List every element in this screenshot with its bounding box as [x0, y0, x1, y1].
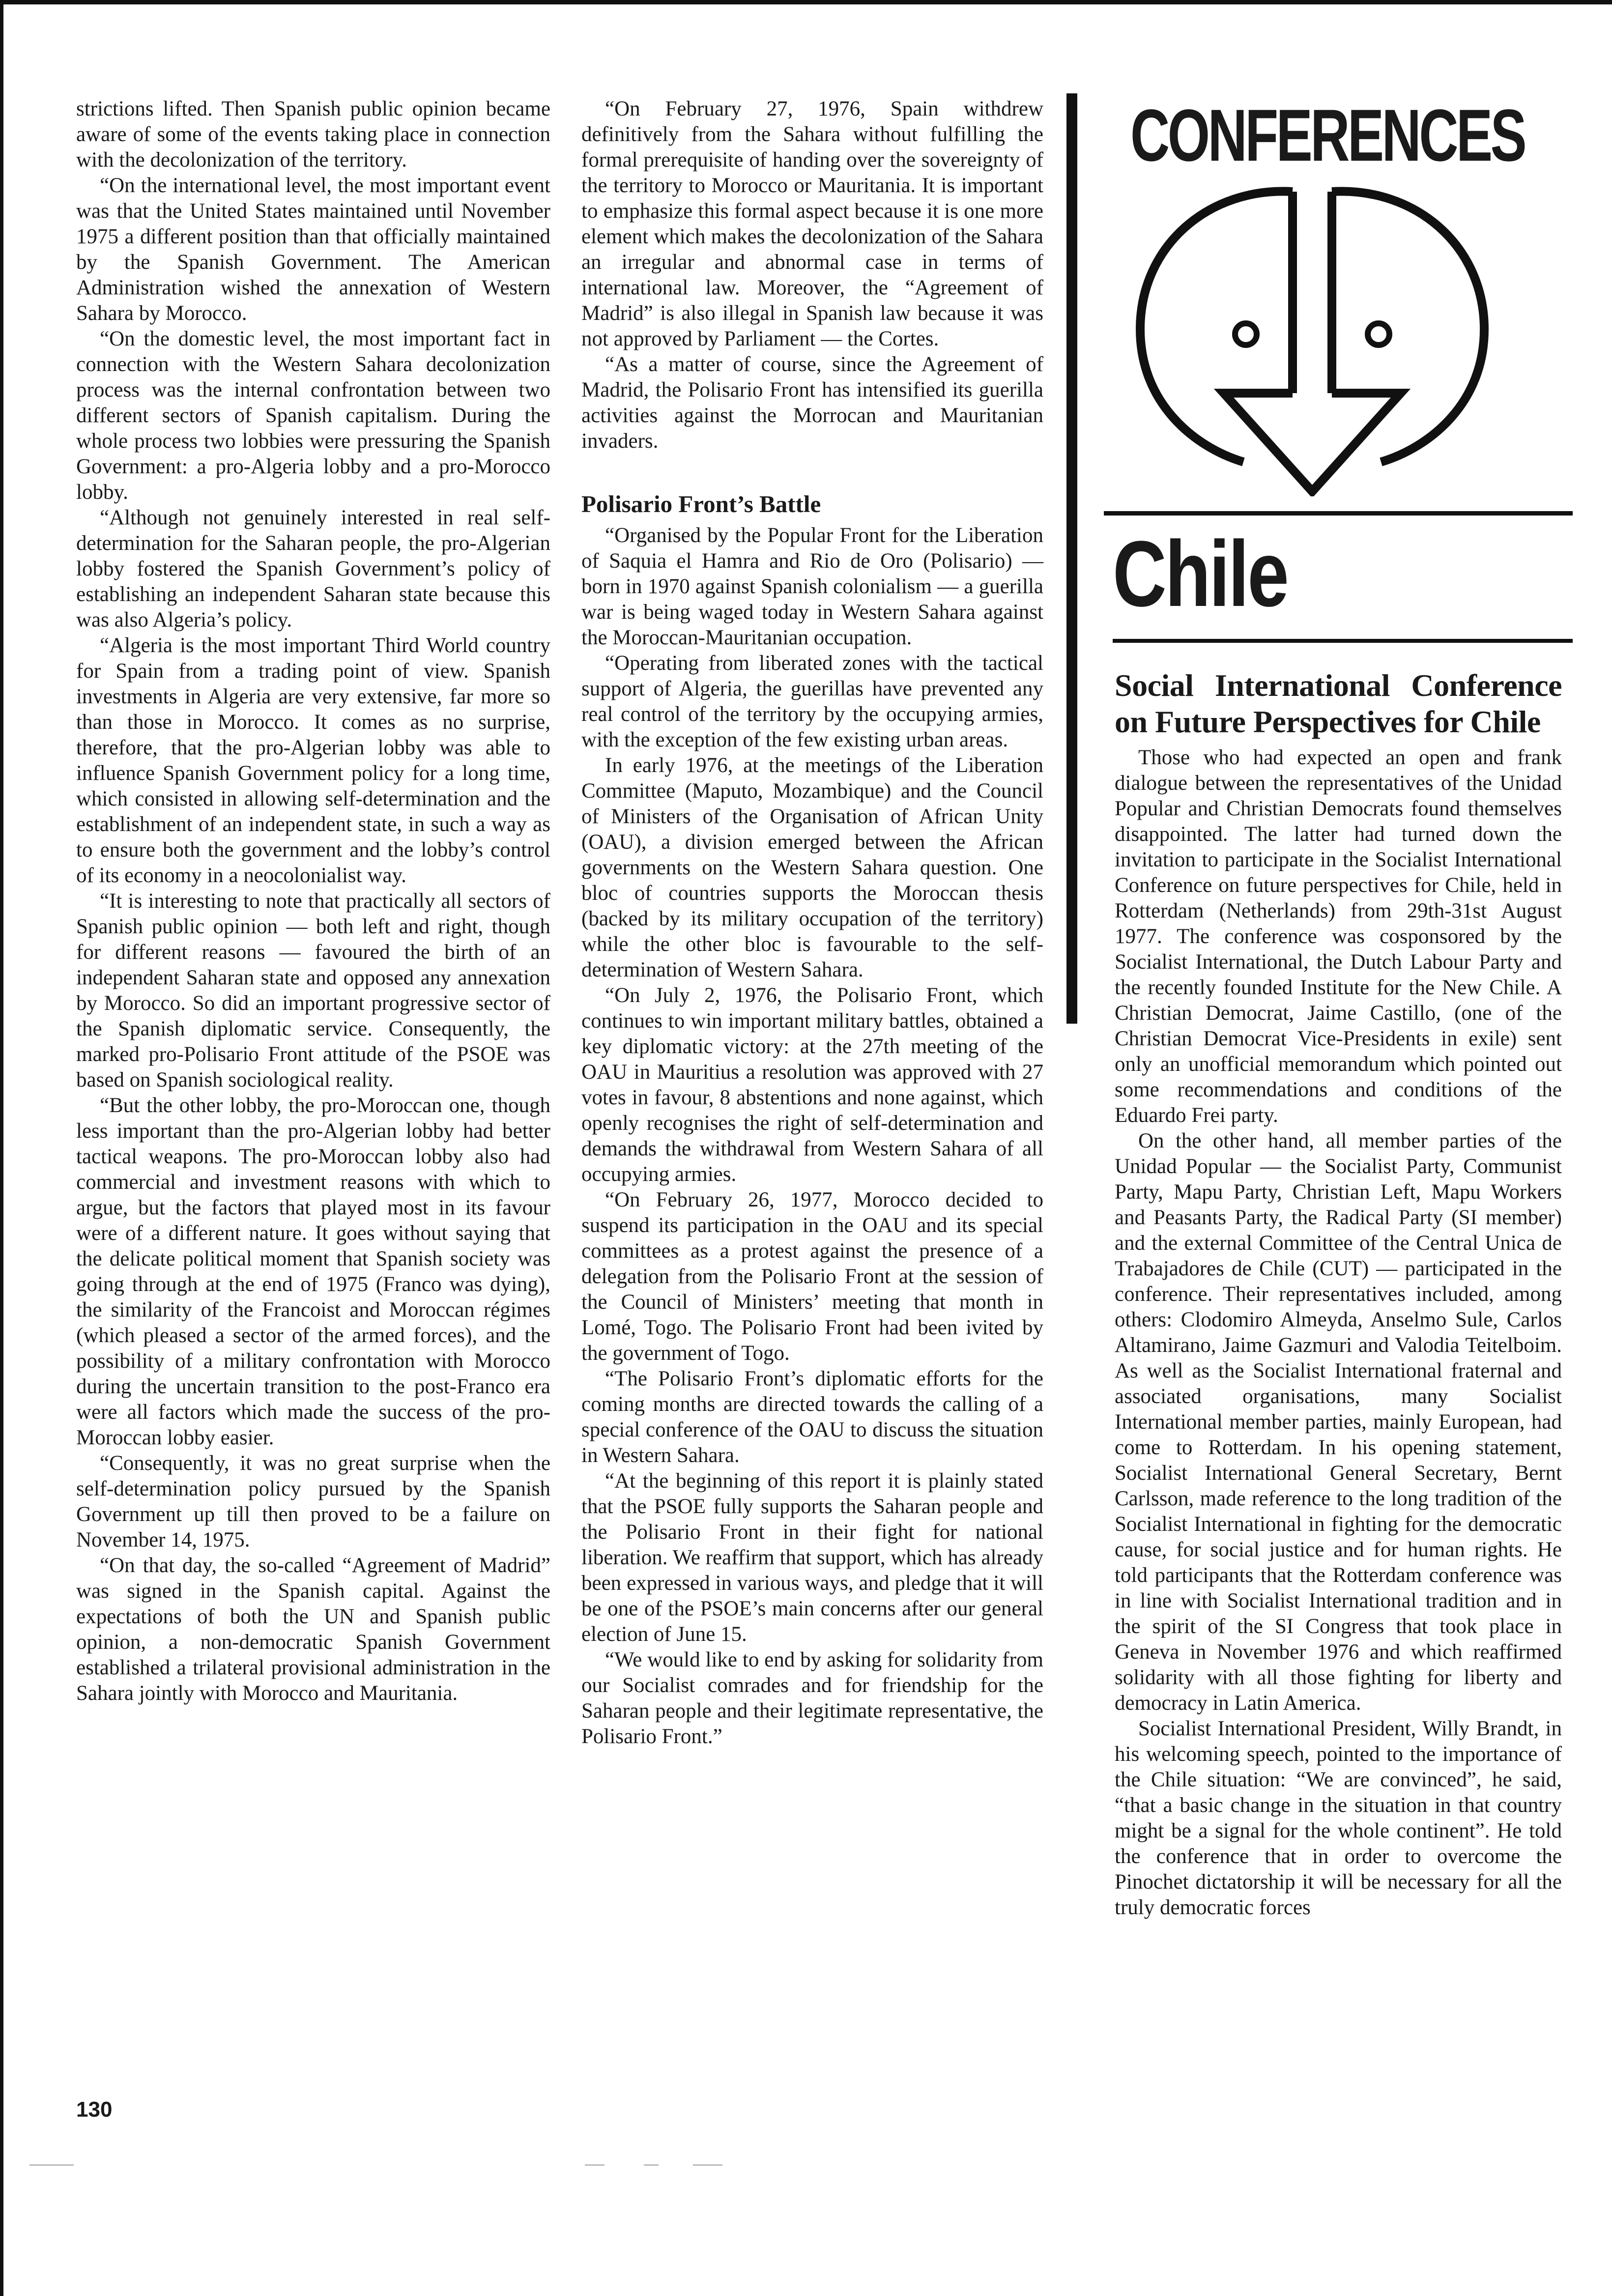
- paragraph: “On the international level, the most important event was that the United States maintained until November 1975 a different position than that officially maintained by the Spanish Government. The American Administration wished the annexation of Western Sahara by Morocco.: [76, 174, 550, 325]
- paragraph: “It is interesting to note that practically all sectors of Spanish public opinion — both left and right, though for different reasons — favoured the birth of an independent Saharan state and opposed any annexation by Morocco. So did an important progressive sector of the Spanish diplomatic service. Consequently, the marked pro-Polisario Front attitude of the PSOE was based on Spanish sociological reality.: [76, 890, 550, 1091]
- paragraph: strictions lifted. Then Spanish public opinion became aware of some of the events taking place in connection with the decolonization of the territory.: [76, 97, 550, 172]
- paragraph: In early 1976, at the meetings of the Liberation Committee (Maputo, Mozambique) and the Council of Ministers of the Organisation of African Unity (OAU), a division emerged between the African governments on the Western Sahara question. One bloc of countries supports the Moroccan thesis (backed by its military occupation of the territory) while the other bloc is favourable to the self-determination of Western Sahara.: [581, 754, 1043, 981]
- left-border-rule: [0, 0, 3, 2296]
- article-headline: Social International Conference on Future Perspectives for Chile: [1115, 668, 1562, 739]
- paragraph: “At the beginning of this report it is plainly stated that the PSOE fully supports the Saharan people and the Polisario Front in their fight for national liberation. We reaffirm that support, which has already been expressed in various ways, and pledge that it will be one of the PSOE’s main concerns after our general election of June 15.: [581, 1469, 1043, 1646]
- paragraph: “The Polisario Front’s diplomatic efforts for the coming months are directed towards the calling of a special conference of the OAU to discuss the situation in Western Sahara.: [581, 1367, 1043, 1467]
- paragraph: On the other hand, all member parties of the Unidad Popular — the Socialist Party, Communist Party, Mapu Party, Christian Left, Mapu Workers and Peasants Party, the Radical Party (SI member) and the external Committee of the Central Unica de Trabajadores de Chile (CUT) — participated in the conference. Their representatives included, among others: Clodomiro Almeyda, Anselmo Sule, Carlos Altamirano, Jaime Gazmuri and Valodia Teitelboim. As well as the Socialist International fraternal and associated organisations, many Socialist International member parties, mainly European, had come to Rotterdam. In his opening statement, Socialist International General Secretary, Bernt Carlsson, made reference to the long tradition of the Socialist International in fighting for the democratic cause, for social justice and for human rights. He told participants that the Rotterdam conference was in line with Socialist International tradition and in the spirit of the SI Congress that took place in Geneva in November 1976 and which reaffirmed solidarity with all those fighting for liberty and democracy in Latin America.: [1115, 1129, 1562, 1715]
- paragraph: “On July 2, 1976, the Polisario Front, which continues to win important military battles, obtained a key diplomatic victory: at the 27th meeting of the OAU in Mauritius a resolution was approved with 27 votes in favour, 8 abstentions and none against, which openly recognises the right of self-determination and demands the withdrawal from Western Sahara of all occupying armies.: [581, 984, 1043, 1186]
- sidebar-vertical-bar: [1066, 93, 1077, 1024]
- section-divider: [1104, 511, 1573, 516]
- paragraph: “Although not genuinely interested in real self-determination for the Saharan people, the pro-Algerian lobby fostered the Spanish Government’s policy of establishing an independent Saharan state because this was also Algeria’s policy.: [76, 506, 550, 631]
- paragraph: “Algeria is the most important Third World country for Spain from a trading point of view. Spanish investments in Algeria are very extensive, far more so than those in Morocco. It comes as no surprise, therefore, that the pro-Algerian lobby was able to influence Spanish Government policy for a long time, which consisted in allowing self-determination and the establishment of an independent state, in such a way as to ensure both the government and the lobby’s control of its economy in a neocolonialist way.: [76, 634, 550, 887]
- paragraph: “As a matter of course, since the Agreement of Madrid, the Polisario Front has intensified its guerilla activities against the Morrocan and Mauritanian invaders.: [581, 353, 1043, 453]
- paragraph: “Consequently, it was no great surprise when the self-determination policy pursued by the Spanish Government up till then proved to be a failure on November 14, 1975.: [76, 1452, 550, 1551]
- conference-logo-icon: [1121, 172, 1504, 496]
- paragraph: “On the domestic level, the most important fact in connection with the Western Sahara decolonization process was the internal confrontation between two different sectors of Spanish capitalism. During the whole process two lobbies were pressuring the Spanish Government: a pro-Algeria lobby and a pro-Morocco lobby.: [76, 327, 550, 504]
- section-title: CONFERENCES: [1130, 94, 1525, 176]
- paragraph: “But the other lobby, the pro-Moroccan one, though less important than the pro-Algerian lobby had better tactical weapons. The pro-Moroccan lobby also had commercial and investment reasons with which to argue, but the factors that played most in its favour were of a different nature. It goes without saying that the delicate political moment that Spanish society was going through at the end of 1975 (Franco was dying), the similarity of the Francoist and Moroccan régimes (which pleased a sector of the armed forces), and the possibility of a military confrontation with Morocco during the uncertain transition to the post-Franco era were all factors which made the success of the pro-Moroccan lobby easier.: [76, 1094, 550, 1449]
- article-column-3: [1115, 667, 1562, 1921]
- paragraph: “On February 27, 1976, Spain withdrew definitively from the Sahara without fulfilling the formal prerequisite of handing over the sovereignty of the territory to Morocco or Mauritania. It is important to emphasize this formal aspect because it is one more element which makes the decolonization of the Sahara an irregular and abnormal case in terms of international law. Moreover, the “Agreement of Madrid” is also illegal in Spanish law because it was not approved by Parliament — the Cortes.: [581, 97, 1043, 350]
- top-border-rule: [0, 0, 1612, 4]
- article-column-2: [581, 96, 1043, 1750]
- paragraph: “Operating from liberated zones with the tactical support of Algeria, the guerillas have prevented any real control of the territory by the occupying armies, with the exception of the few existing urban areas.: [581, 652, 1043, 751]
- country-title: Chile: [1113, 522, 1288, 626]
- scan-artifact: [29, 2164, 1012, 2167]
- paragraph: “On February 26, 1977, Morocco decided to suspend its participation in the OAU and its special committees as a protest against the presence of a delegation from the Polisario Front at the session of the Council of Ministers’ meeting that month in Lomé, Togo. The Polisario Front had been ivited by the government of Togo.: [581, 1188, 1043, 1365]
- paragraph: Socialist International President, Willy Brandt, in his welcoming speech, pointed to the importance of the Chile situation: “We are convinced”, he said, “that a basic change in the situation in that country might be a signal for the whole continent”. He told the conference that in order to overcome the Pinochet dictatorship it will be necessary for all the truly democratic forces: [1115, 1717, 1562, 1919]
- paragraph: Those who had expected an open and frank dialogue between the representatives of the Unidad Popular and Christian Democrats found themselves disappointed. The latter had turned down the invitation to participate in the Socialist International Conference on future perspectives for Chile, held in Rotterdam (Netherlands) from 29th-31st August 1977. The conference was cosponsored by the Socialist International, the Dutch Labour Party and the recently founded Institute for the New Chile. A Christian Democrat, Jaime Castillo, (one of the Christian Democrat Vice-Presidents in exile) sent only an unofficial memorandum which pointed out some recommendations and conditions of the Eduardo Frei party.: [1115, 746, 1562, 1127]
- page-number: 130: [76, 2097, 113, 2122]
- paragraph: “On that day, the so-called “Agreement of Madrid” was signed in the Spanish capital. Against the expectations of both the UN and Spanish public opinion, a non-democratic Spanish Government established a trilateral provisional administration in the Sahara jointly with Morocco and Mauritania.: [76, 1554, 550, 1705]
- paragraph: “We would like to end by asking for solidarity from our Socialist comrades and for friendship for the Saharan people and their legitimate representative, the Polisario Front.”: [581, 1648, 1043, 1748]
- paragraph: “Organised by the Popular Front for the Liberation of Saquia el Hamra and Rio de Oro (Polisario) — born in 1970 against Spanish colonialism — a guerilla war is being waged today in Western Sahara against the Moroccan-Mauritanian occupation.: [581, 524, 1043, 649]
- section-heading: Polisario Front’s Battle: [581, 490, 821, 517]
- article-column-1: [76, 96, 550, 1706]
- section-divider: [1113, 639, 1573, 643]
